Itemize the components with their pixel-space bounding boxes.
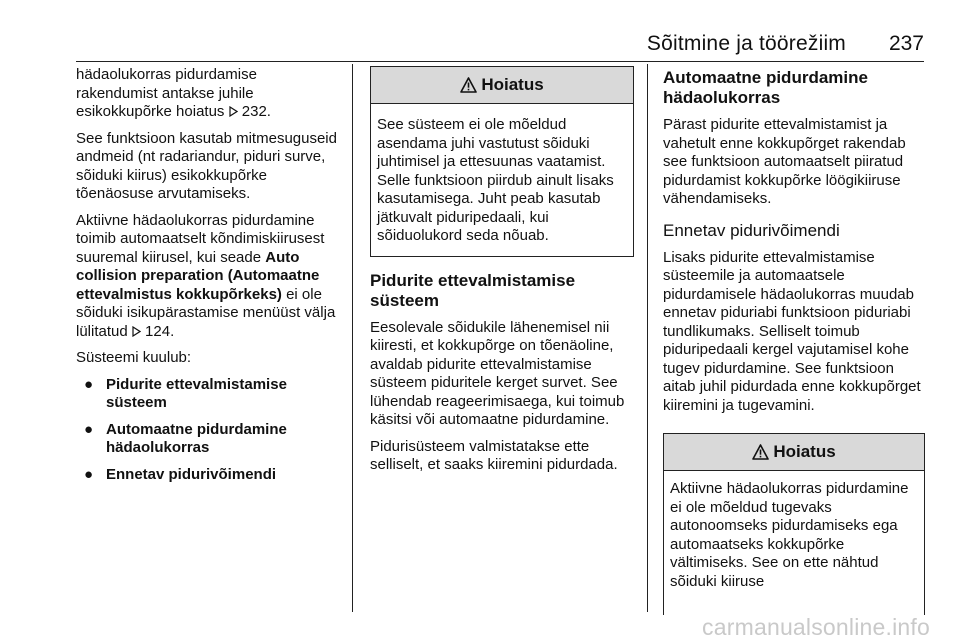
setting-name: Auto collision preparation (Automaatne ettevalmistus kokkupõrkeks) (76, 248, 320, 303)
warning-header (371, 67, 633, 104)
column-2 (370, 66, 634, 483)
page-footer (0, 612, 960, 642)
page-reference-arrow-icon (229, 106, 238, 117)
page-number: 237 (888, 32, 924, 55)
column-1 (76, 66, 338, 492)
chapter-title: Sõitmine ja töörežiim (646, 32, 846, 55)
page-header (76, 24, 924, 64)
column-divider-right (647, 64, 648, 612)
header-divider (76, 61, 924, 62)
page-link[interactable]: 232. (241, 103, 271, 120)
warning-triangle-icon (752, 444, 769, 460)
warning-box (370, 66, 634, 257)
warning-header (664, 434, 924, 471)
page-link[interactable]: 124. (145, 322, 175, 340)
paragraph: Pidurisüsteem valmistatakse ette selliselt, et saaks kiiremini pidurdada. (370, 437, 618, 473)
column-3 (663, 68, 925, 423)
watermark: carmanualsonline.info (702, 614, 930, 640)
paragraph: See funktsioon kasutab mitmesuguseid andmeid (nt radariandur, piduri surve, sõiduki kiirus) esikokkupõrke tõenäosuse arvutamiseks. (76, 129, 337, 202)
column-divider-left (352, 64, 353, 612)
section-heading: Automaatne pidurdamine hädaolukorras (663, 68, 868, 107)
paragraph: Eesolevale sõidukile lähenemisel nii kiiresti, et kokkupõrge on tõenäoline, avaldab pidurite ettevalmistamise süsteem piduritele kerget survet. See lühendab reageerimisaega, kui toimub käsitsi või automaatne pidurdamine. (370, 318, 625, 428)
warning-text: See süsteem ei ole mõeldud asendama juhi vastutust sõiduki juhtimisel ja ettesuunas vaatamist. Selle funktsioon piirdub ainult lisaks kasutamisega. Juht peab kasutab jätkuvalt piduripedaali, kui sõiduolukord seda nõuab. (377, 116, 614, 244)
section-heading: Ennetav pidurivõimendi (663, 220, 840, 240)
paragraph: Süsteemi kuulub: (76, 349, 192, 366)
paragraph: Aktiivne hädaolukorras pidurdamine toimib automaatselt kõndimiskiirusest suuremal kiirusel, kui seade Auto collision preparation (Automaatne ettevalmistus kokkupõrkeks) ei ole sõiduki isikupärastamise menüüst välja lülitatud 124. (76, 211, 336, 340)
warning-title: Hoiatus (481, 74, 544, 94)
paragraph: Pärast pidurite ettevalmistamist ja vahetult enne kokkupõrget rakendab see funktsioon automaatselt piiratud pidurdamist kokkupõrke löögikiiruse vähendamiseks. (663, 116, 906, 207)
paragraph: hädaolukorras pidurdamise rakendumist antakse juhile esikokkupõrke hoiatus 232. (76, 66, 271, 120)
warning-box (663, 433, 925, 615)
warning-title: Hoiatus (773, 442, 836, 461)
section-heading: Pidurite ettevalmistamise süsteem (370, 270, 576, 310)
page-reference-arrow-icon (132, 326, 141, 337)
paragraph: Lisaks pidurite ettevalmistamise süsteemile ja automaatsele pidurdamisele hädaolukorras muudab ennetav piduriabi funktsioon piduriabi tundlikumaks. Selliselt toimub piduripedaali kergel vajutamisel kohe tugev pidurdamine. See funktsioon aitab juhil pidurdada enne kokkupõrget kiiremini ja tugevamini. (663, 248, 921, 414)
list-item: ● Automaatne pidurdamine hädaolukorras (84, 420, 287, 456)
warning-triangle-icon (460, 77, 477, 93)
list-item: ● Ennetav pidurivõimendi (84, 465, 277, 483)
list-item: ● Pidurite ettevalmistamise süsteem (84, 375, 287, 411)
component-list (76, 376, 338, 485)
warning-text: Aktiivne hädaolukorras pidurdamine ei ole mõeldud tugevaks autonoomseks pidurdamiseks ega automaatseks kokkupõrke vältimiseks. See on ette nähtud sõiduki kiiruse (670, 480, 909, 590)
